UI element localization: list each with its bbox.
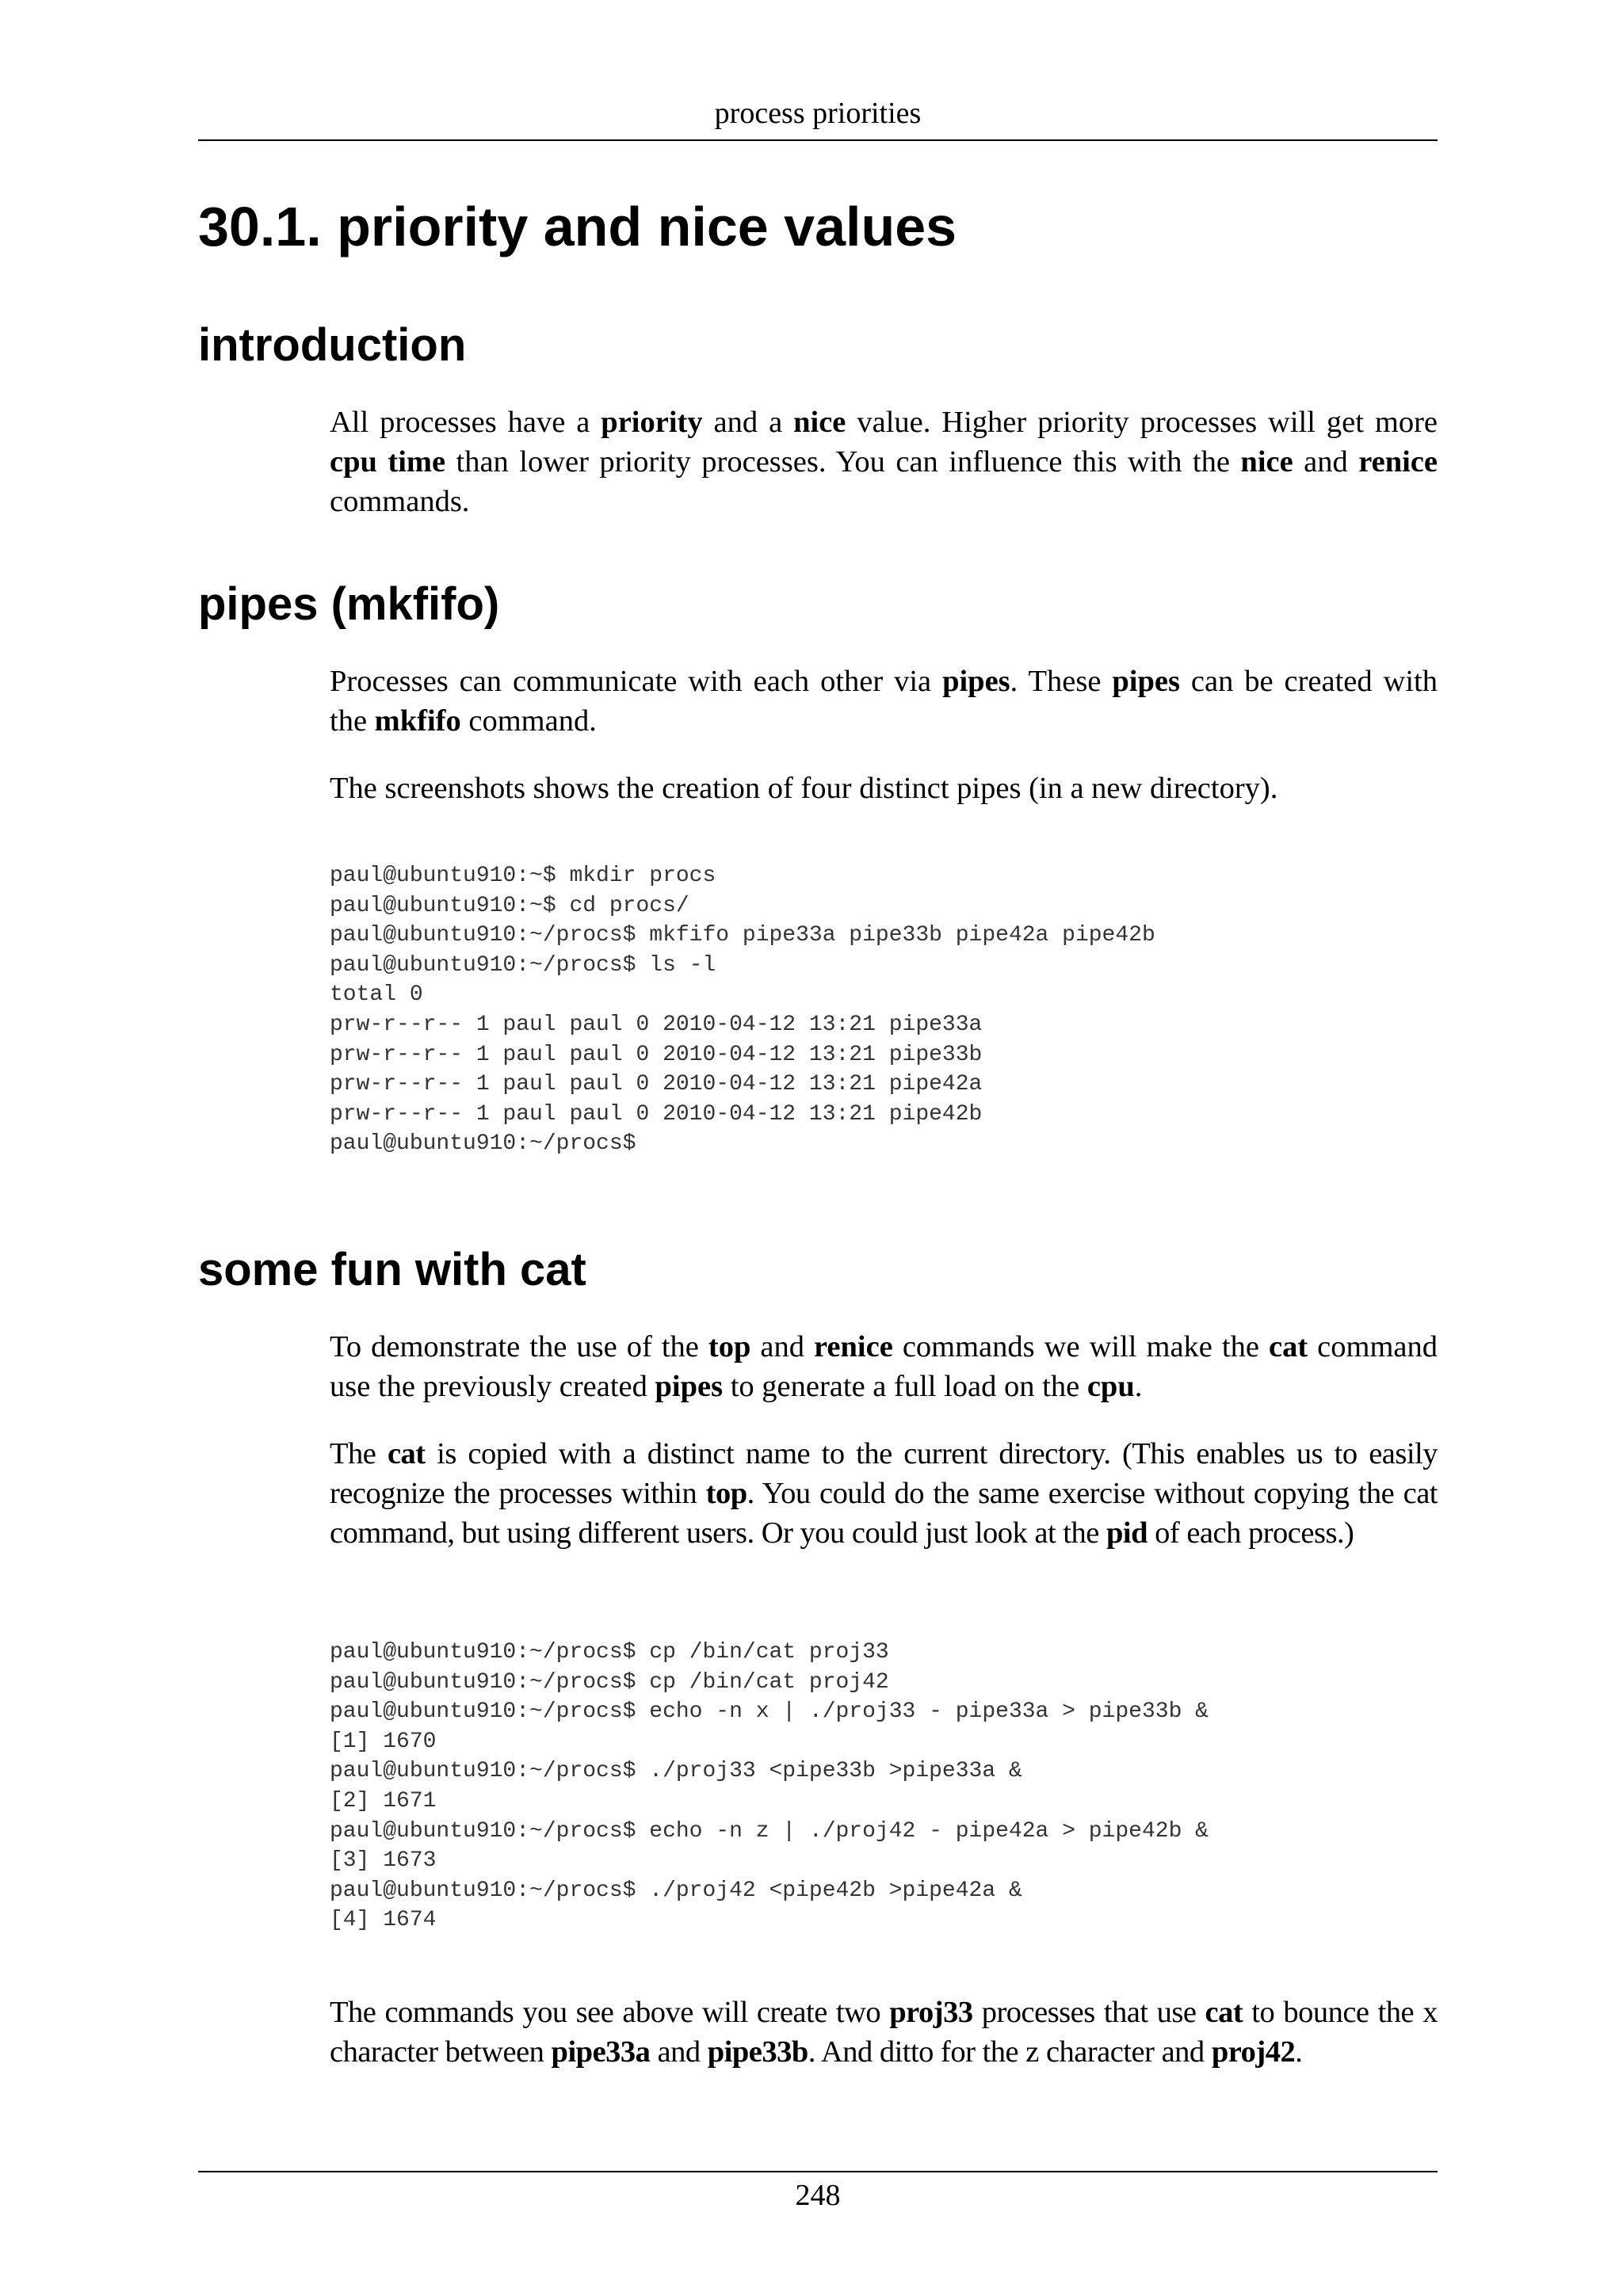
code-line: prw-r--r-- 1 paul paul 0 2010-04-12 13:21 pipe33a — [330, 1012, 983, 1037]
pipes-paragraph-2: The screenshots shows the creation of four distinct pipes (in a new directory). — [330, 772, 1278, 805]
code-line: paul@ubuntu910:~/procs$ ./proj42 <pipe42b >pipe42a & — [330, 1878, 1022, 1903]
cat-paragraph-1: To demonstrate the use of the top and renice commands we will make the cat command use the previously created pipes to generate a full load on the cpu. — [330, 1330, 1438, 1403]
code-block-cat — [330, 1638, 1438, 1936]
code-line: paul@ubuntu910:~/procs$ cp /bin/cat proj42 — [330, 1669, 889, 1695]
code-line: [3] 1673 — [330, 1848, 437, 1874]
pipes-paragraph-1: Processes can communicate with each other via pipes. These pipes can be created with the mkfifo command. — [330, 665, 1438, 738]
footer-rule — [198, 2171, 1438, 2172]
code-line: paul@ubuntu910:~/procs$ — [330, 1131, 636, 1157]
page-title: 30.1. priority and nice values — [198, 196, 957, 257]
code-line: paul@ubuntu910:~$ mkdir procs — [330, 864, 716, 888]
running-header: process priorities — [714, 97, 922, 130]
code-line: paul@ubuntu910:~/procs$ mkfifo pipe33a pipe33b pipe42a pipe42b — [330, 923, 1155, 948]
header-rule — [198, 139, 1438, 141]
code-line: paul@ubuntu910:~/procs$ echo -n x | ./proj33 - pipe33a > pipe33b & — [330, 1699, 1209, 1725]
code-line: paul@ubuntu910:~$ cd procs/ — [330, 893, 689, 918]
code-line: paul@ubuntu910:~/procs$ ls -l — [330, 952, 716, 978]
code-line: prw-r--r-- 1 paul paul 0 2010-04-12 13:21 pipe42b — [330, 1101, 983, 1127]
code-line: [4] 1674 — [330, 1908, 437, 1933]
page-number: 248 — [795, 2179, 841, 2212]
code-line: paul@ubuntu910:~/procs$ ./proj33 <pipe33b >pipe33a & — [330, 1759, 1022, 1784]
code-block-mkfifo — [330, 861, 1438, 1159]
code-line: total 0 — [330, 982, 423, 1008]
section-heading-introduction: introduction — [198, 319, 467, 371]
code-line: [2] 1671 — [330, 1788, 437, 1814]
code-line: prw-r--r-- 1 paul paul 0 2010-04-12 13:21 pipe42a — [330, 1072, 983, 1097]
code-line: prw-r--r-- 1 paul paul 0 2010-04-12 13:21 pipe33b — [330, 1042, 983, 1067]
section-heading-cat: some fun with cat — [198, 1244, 586, 1295]
code-line: paul@ubuntu910:~/procs$ echo -n z | ./proj42 - pipe42a > pipe42b & — [330, 1818, 1209, 1844]
section-heading-pipes: pipes (mkfifo) — [198, 578, 500, 630]
introduction-paragraph: All processes have a priority and a nice value. Higher priority processes will get more cpu time than lower priority processes. You can influence this with the nice and renice commands. — [330, 406, 1438, 518]
cat-paragraph-2: The cat is copied with a distinct name to the current directory. (This enables us to easily recognize the processes within top. You could do the same exercise without copying the cat command, but using different users. Or you could just look at the pid of each process.) — [330, 1437, 1438, 1550]
cat-paragraph-3: The commands you see above will create two proj33 processes that use cat to bounce the x character between pipe33a and pipe33b. And ditto for the z character and proj42. — [330, 1996, 1438, 2069]
code-line: paul@ubuntu910:~/procs$ cp /bin/cat proj33 — [330, 1640, 889, 1665]
code-line: [1] 1670 — [330, 1729, 437, 1754]
